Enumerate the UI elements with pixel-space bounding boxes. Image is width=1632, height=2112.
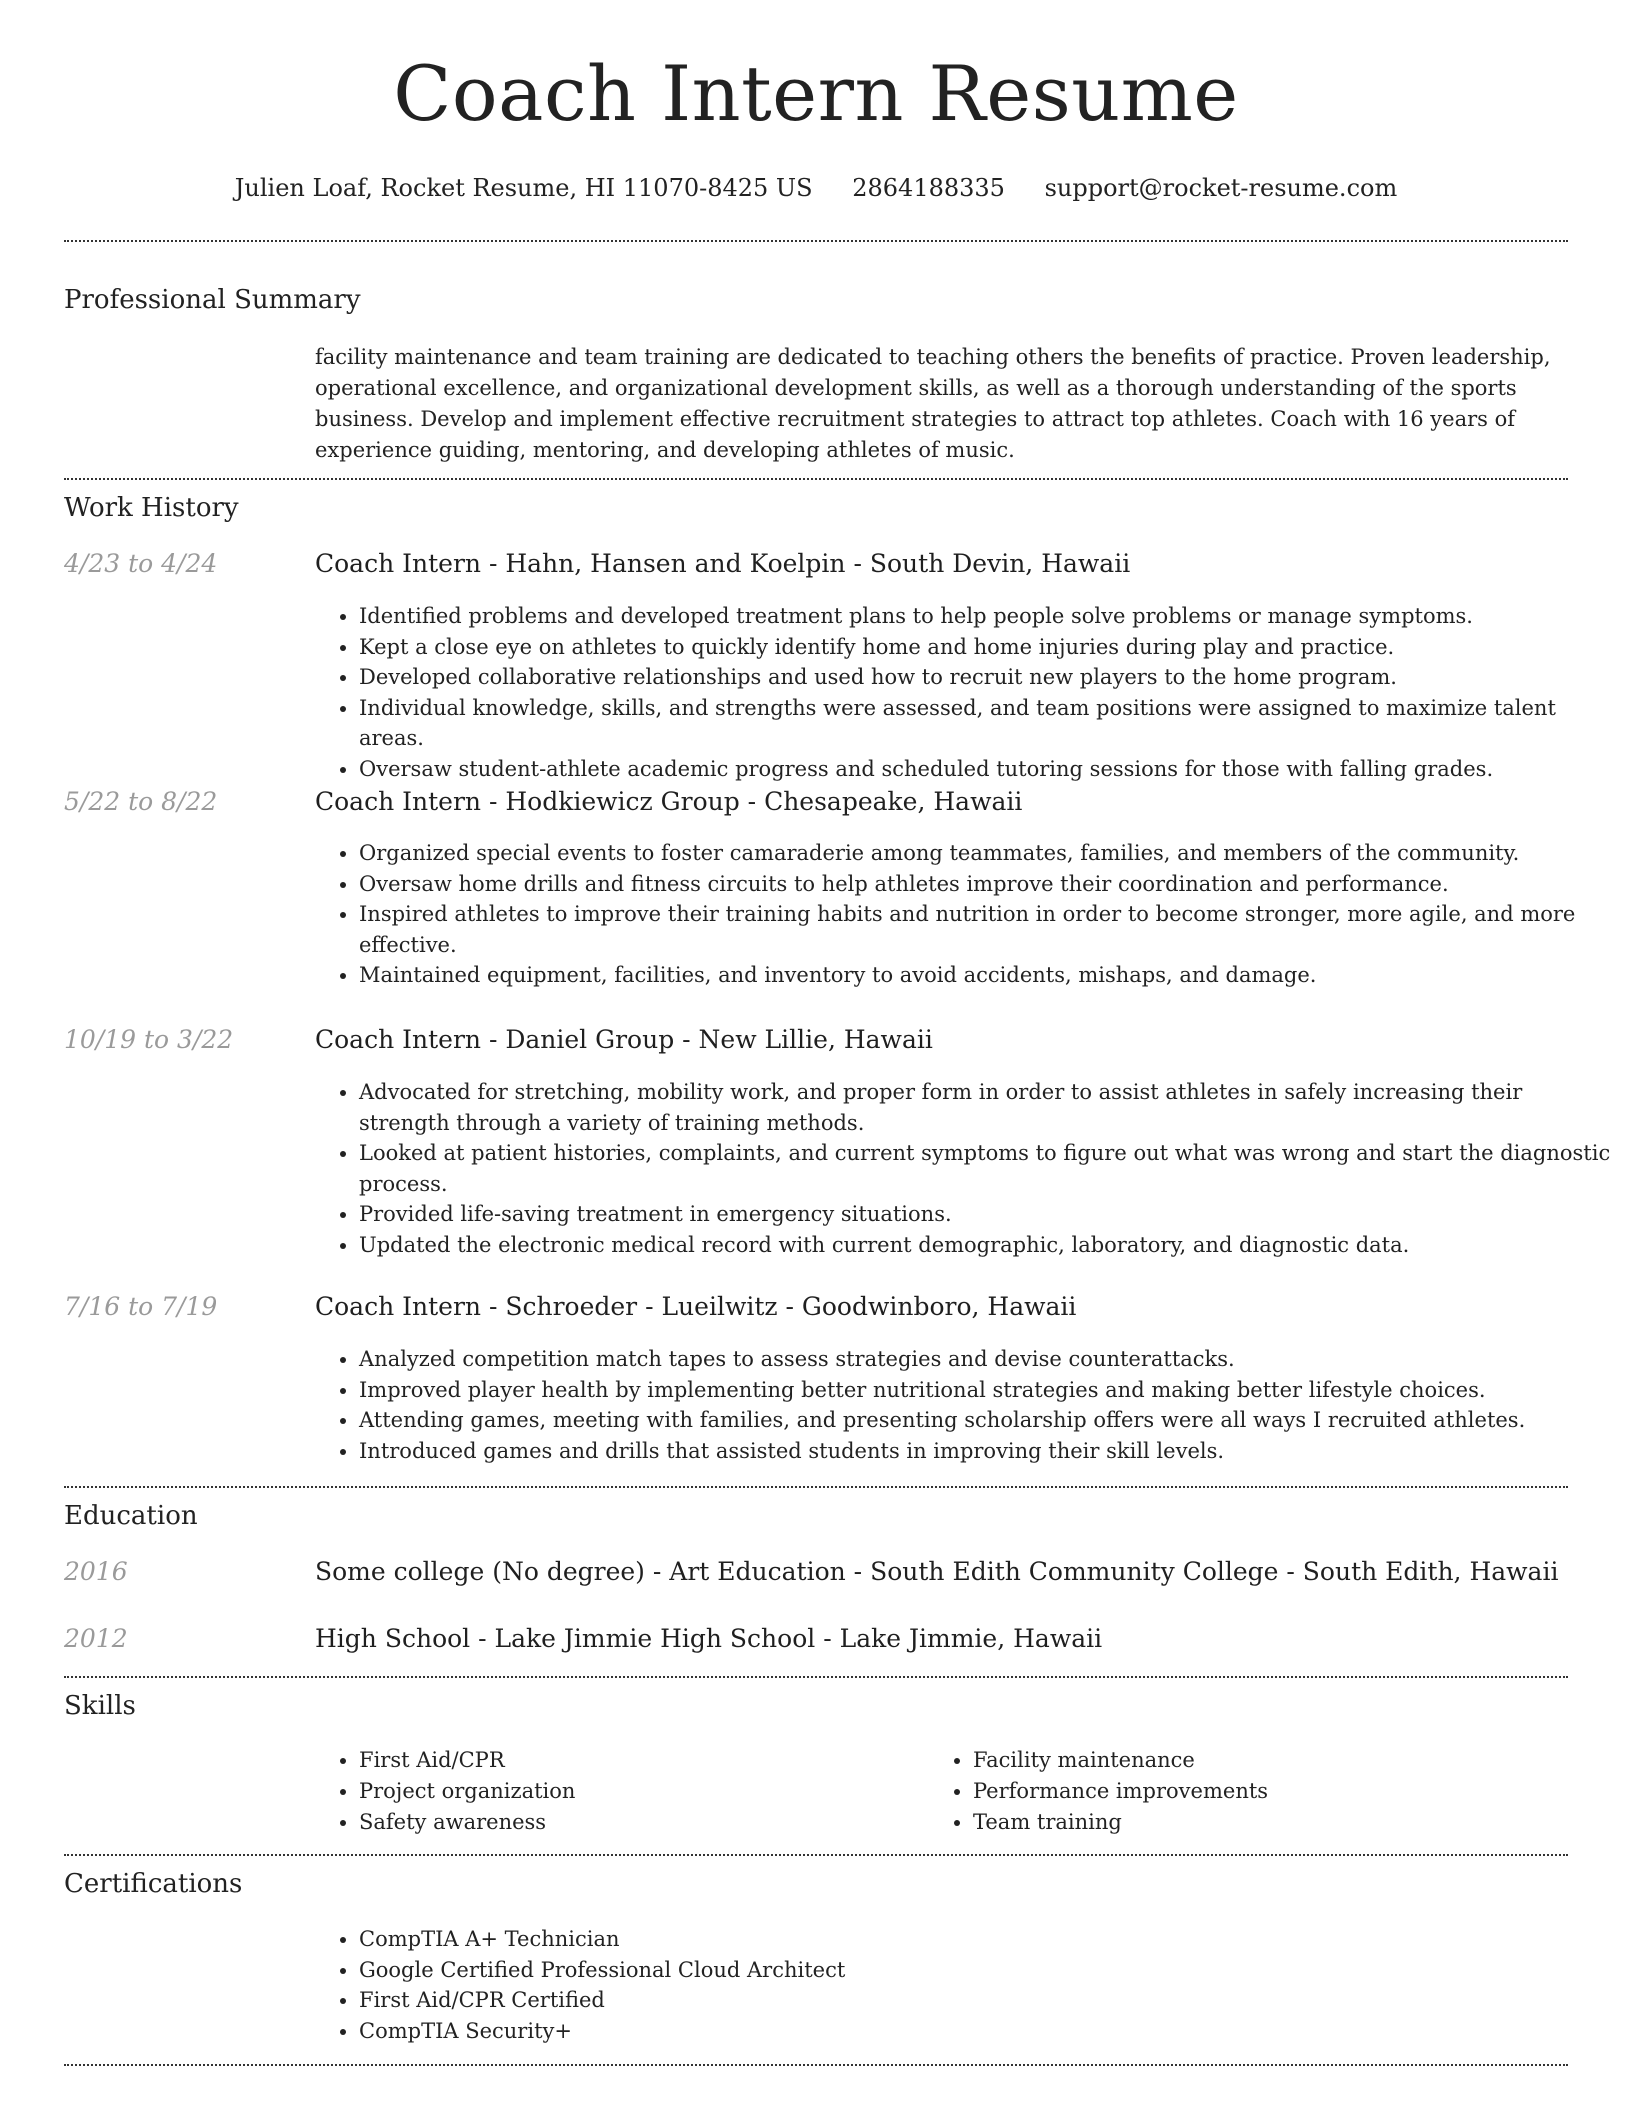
list-item: • First Aid/CPR Certified <box>359 1985 1615 2016</box>
job-title: Coach Intern - Daniel Group - New Lillie, Hawaii <box>315 1025 933 1054</box>
job-dates: 5/22 to 8/22 <box>64 787 218 816</box>
skills-list-right <box>929 1745 1533 1838</box>
list-item: • Identified problems and developed treatment plans to help people solve problems or manage symptoms. <box>359 601 1615 632</box>
job-dates: 7/16 to 7/19 <box>64 1292 218 1321</box>
section-heading-education: Education <box>64 1501 198 1531</box>
list-item: • Developed collaborative relationships and used how to recruit new players to the home program. <box>359 662 1615 693</box>
education-entry: Some college (No degree) - Art Education - South Edith Community College - South Edith, Hawaii <box>315 1557 1559 1586</box>
list-item: • Team training <box>973 1807 1533 1838</box>
list-item: • Attending games, meeting with families, and presenting scholarship offers were all ways I recruited athletes. <box>359 1405 1615 1436</box>
list-item: • Introduced games and drills that assisted students in improving their skill levels. <box>359 1436 1615 1467</box>
list-item: • Advocated for stretching, mobility work, and proper form in order to assist athletes in safely increasing their strength through a variety of training methods. <box>359 1077 1615 1138</box>
list-item: • Performance improvements <box>973 1776 1533 1807</box>
list-item: • CompTIA Security+ <box>359 2016 1615 2047</box>
list-item: • Inspired athletes to improve their training habits and nutrition in order to become stronger, more agile, and more effective. <box>359 899 1615 960</box>
section-divider <box>64 240 1568 242</box>
list-item: • Looked at patient histories, complaints, and current symptoms to figure out what was wrong and start the diagnostic process. <box>359 1138 1615 1199</box>
section-divider <box>64 1676 1568 1678</box>
job-title: Coach Intern - Schroeder - Lueilwitz - Goodwinboro, Hawaii <box>315 1292 1077 1321</box>
job-title: Coach Intern - Hahn, Hansen and Koelpin - South Devin, Hawaii <box>315 549 1131 578</box>
list-item: • Improved player health by implementing better nutritional strategies and making better lifestyle choices. <box>359 1375 1615 1406</box>
contact-phone: 2864188335 <box>852 174 1005 202</box>
list-item: • Individual knowledge, skills, and strengths were assessed, and team positions were assigned to maximize talent areas. <box>359 693 1615 754</box>
list-item: • Safety awareness <box>359 1807 919 1838</box>
section-heading-skills: Skills <box>64 1691 136 1721</box>
skills-list-left <box>315 1745 919 1838</box>
section-heading-work-history: Work History <box>64 493 239 523</box>
job-dates: 4/23 to 4/24 <box>64 549 218 578</box>
list-item: • CompTIA A+ Technician <box>359 1924 1615 1955</box>
section-divider <box>64 1854 1568 1856</box>
job-bullets <box>315 838 1615 991</box>
job-dates: 10/19 to 3/22 <box>64 1025 234 1054</box>
list-item: • Oversaw student-athlete academic progress and scheduled tutoring sessions for those with falling grades. <box>359 754 1615 785</box>
job-bullets <box>315 601 1615 784</box>
list-item: • Provided life-saving treatment in emergency situations. <box>359 1199 1615 1230</box>
education-year: 2012 <box>64 1624 128 1653</box>
list-item: • Organized special events to foster camaraderie among teammates, families, and members of the community. <box>359 838 1615 869</box>
list-item: • First Aid/CPR <box>359 1745 919 1776</box>
contact-line <box>0 172 1632 204</box>
contact-address: Julien Loaf, Rocket Resume, HI 11070-8425 US <box>234 174 813 202</box>
section-divider <box>64 1486 1568 1488</box>
list-item: • Oversaw home drills and fitness circuits to help athletes improve their coordination and performance. <box>359 869 1615 900</box>
page-title: Coach Intern Resume <box>393 49 1239 138</box>
job-bullets <box>315 1344 1615 1466</box>
education-entry: High School - Lake Jimmie High School - Lake Jimmie, Hawaii <box>315 1624 1103 1653</box>
list-item: • Google Certified Professional Cloud Architect <box>359 1955 1615 1986</box>
certifications-list <box>315 1924 1615 2046</box>
section-heading-certifications: Certifications <box>64 1869 243 1899</box>
list-item: • Kept a close eye on athletes to quickly identify home and home injuries during play and practice. <box>359 632 1615 663</box>
summary-text: facility maintenance and team training are dedicated to teaching others the benefits of practice. Proven leadership, operational excellence, and organizational development skills, as well as a thorough understanding of the sports business. Develop and implement effective recruitment strategies to attract top athletes. Coach with 16 years of experience guiding, mentoring, and developing athletes of music. <box>315 345 1551 462</box>
section-heading-summary: Professional Summary <box>64 285 361 315</box>
section-divider <box>64 2064 1568 2066</box>
list-item: • Facility maintenance <box>973 1745 1533 1776</box>
contact-email: support@rocket-resume.com <box>1044 174 1398 202</box>
list-item: • Maintained equipment, facilities, and inventory to avoid accidents, mishaps, and damage. <box>359 960 1615 991</box>
list-item: • Analyzed competition match tapes to assess strategies and devise counterattacks. <box>359 1344 1615 1375</box>
job-title: Coach Intern - Hodkiewicz Group - Chesapeake, Hawaii <box>315 787 1023 816</box>
education-year: 2016 <box>64 1557 128 1586</box>
section-divider <box>64 478 1568 480</box>
list-item: • Project organization <box>359 1776 919 1807</box>
list-item: • Updated the electronic medical record with current demographic, laboratory, and diagnostic data. <box>359 1230 1615 1261</box>
job-bullets <box>315 1077 1615 1260</box>
